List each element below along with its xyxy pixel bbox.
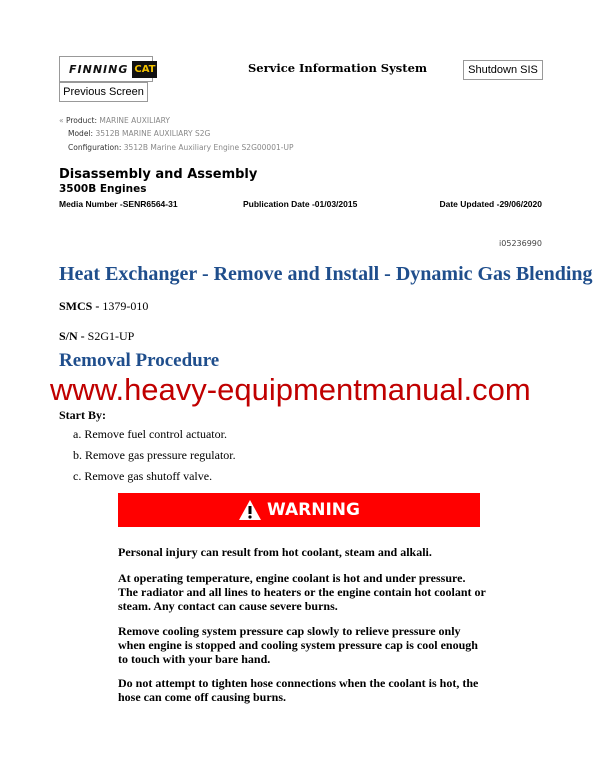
page-heading: Heat Exchanger - Remove and Install - Dynamic Gas Blending — [59, 263, 593, 285]
warning-paragraph: Personal injury can result from hot coolant, steam and alkali. — [118, 545, 432, 559]
product-label: Product: — [65, 116, 97, 125]
list-text: Remove fuel control actuator. — [84, 427, 227, 441]
breadcrumb-config — [68, 143, 293, 152]
sn-label: S/N - — [59, 329, 85, 343]
media-number: Media Number -SENR6564-31 — [59, 199, 178, 209]
document-subtitle: 3500B Engines — [59, 183, 147, 195]
section-heading: Removal Procedure — [59, 350, 220, 371]
warning-banner — [118, 493, 480, 527]
app-title: Service Information System — [248, 61, 428, 75]
list-item — [73, 427, 227, 441]
shutdown-sis-button[interactable]: Shutdown SIS — [463, 60, 543, 80]
sn-value: S2G1-UP — [87, 329, 135, 343]
cat-logo: CAT — [132, 61, 157, 78]
serial-number — [59, 329, 134, 343]
warning-paragraph: Remove cooling system pressure cap slowly to relieve pressure only when engine is stopped and cooling system pressure cap is cool enough to touch with your bare hand. — [118, 624, 478, 666]
list-marker: b. — [73, 448, 82, 462]
list-marker: c. — [73, 469, 82, 483]
warning-label: WARNING — [267, 500, 360, 520]
list-item — [73, 469, 212, 483]
document-title: Disassembly and Assembly — [59, 167, 258, 182]
document-id: i05236990 — [499, 239, 542, 248]
warning-paragraph: At operating temperature, engine coolant is hot and under pressure. The radiator and all lines to heaters or the engine contain hot coolant or steam. Any contact can cause severe burns. — [118, 571, 486, 613]
model-label: Model: — [68, 129, 94, 138]
warning-triangle-icon — [238, 499, 262, 521]
config-label: Configuration: — [68, 143, 122, 152]
list-text: Remove gas pressure regulator. — [85, 448, 236, 462]
config-value: 3512B Marine Auxiliary Engine S2G00001-UP — [123, 143, 294, 152]
list-text: Remove gas shutoff valve. — [84, 469, 213, 483]
breadcrumb-model — [68, 129, 210, 138]
list-item — [73, 448, 236, 462]
smcs — [59, 299, 148, 313]
model-value: 3512B MARINE AUXILIARY S2G — [95, 129, 211, 138]
logo-text: FINNING — [69, 62, 129, 76]
finning-cat-logo — [59, 56, 156, 82]
warning-paragraph: Do not attempt to tighten hose connections when the coolant is hot, the hose can come off causing burns. — [118, 676, 479, 704]
breadcrumb-product[interactable] — [59, 116, 170, 125]
start-by-label: Start By: — [59, 408, 106, 422]
list-marker: a. — [73, 427, 82, 441]
collapse-icon[interactable]: « — [59, 116, 66, 125]
watermark: www.heavy-equipmentmanual.com — [50, 372, 531, 407]
previous-screen-button[interactable]: Previous Screen — [59, 82, 148, 102]
product-value: MARINE AUXILIARY — [99, 116, 170, 125]
date-updated: Date Updated -29/06/2020 — [439, 199, 542, 209]
smcs-label: SMCS - — [59, 299, 100, 313]
publication-date: Publication Date -01/03/2015 — [243, 199, 358, 209]
smcs-value: 1379-010 — [102, 299, 149, 313]
